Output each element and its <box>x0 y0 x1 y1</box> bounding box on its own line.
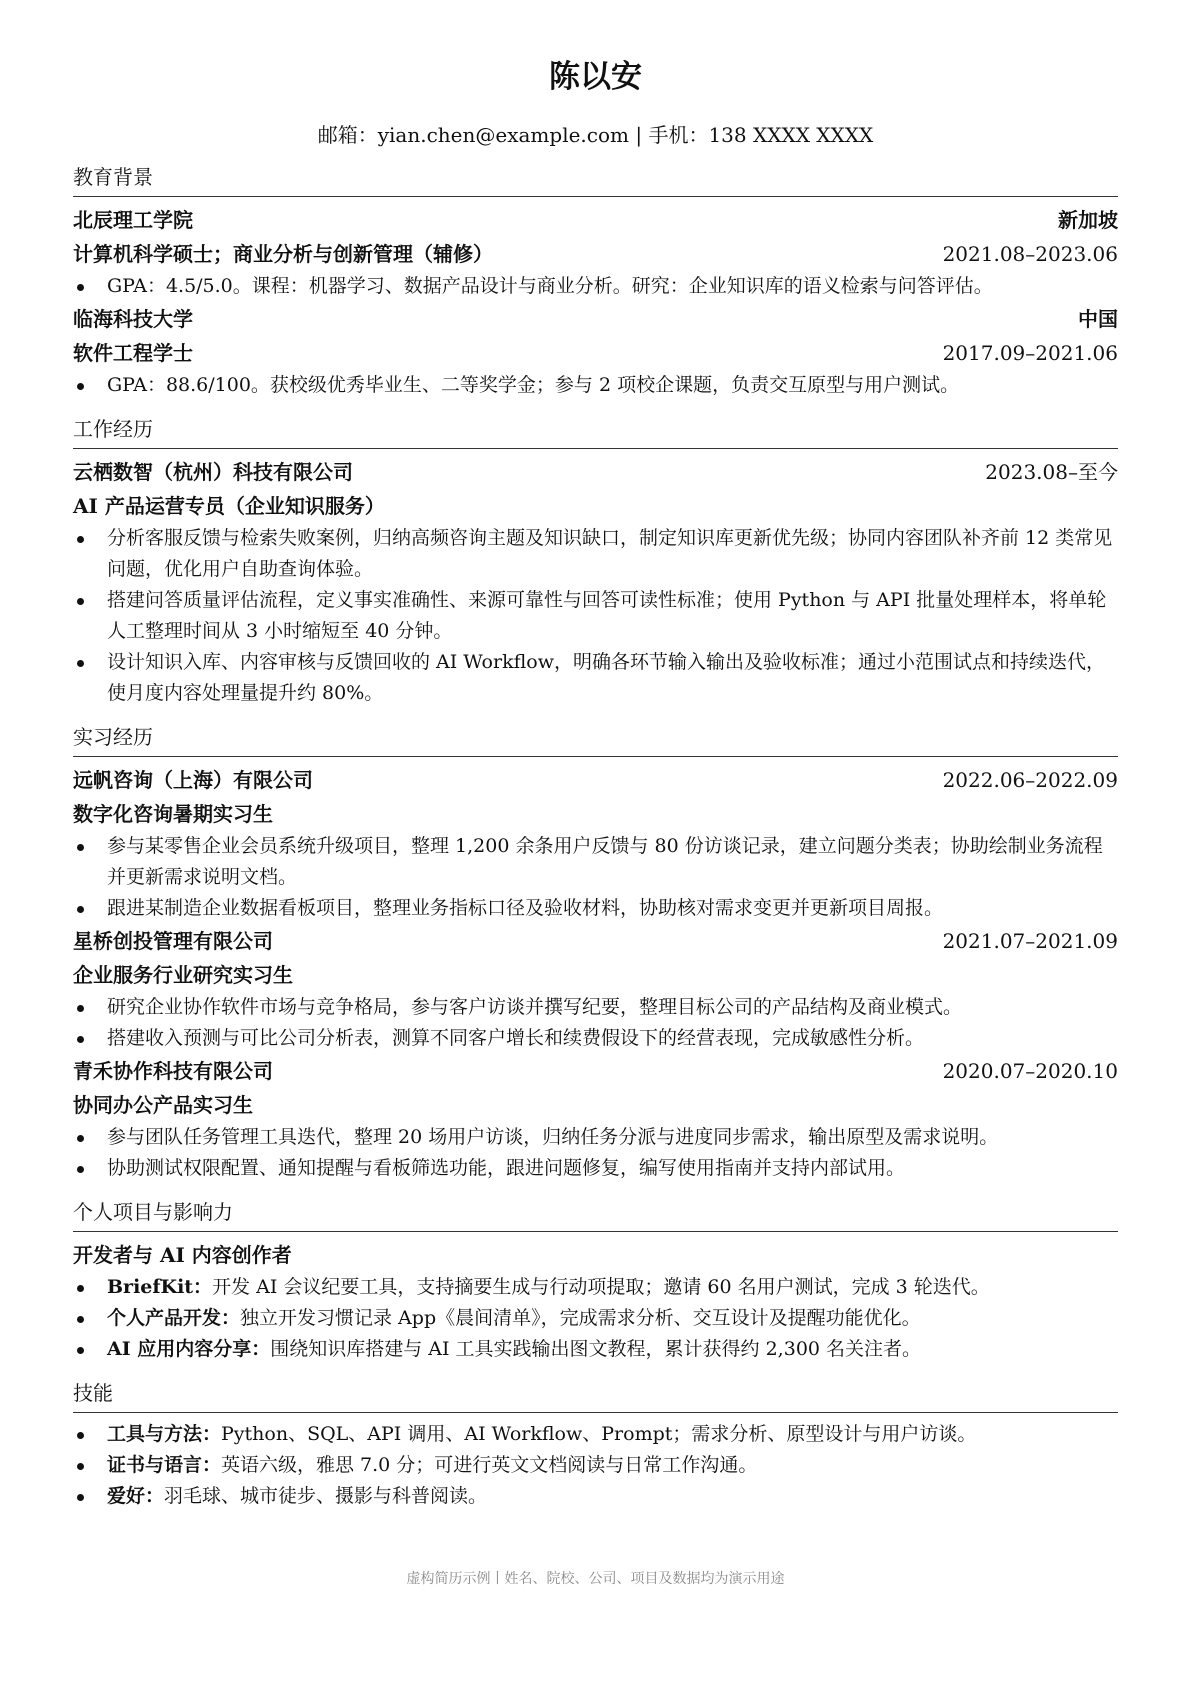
degree-row <box>73 336 1118 370</box>
list-item: 协助测试权限配置、通知提醒与看板筛选功能，跟进问题修复，编写使用指南并支持内部试用。 <box>73 1153 1118 1184</box>
company-row <box>73 1054 1118 1088</box>
school-location: 新加坡 <box>1058 208 1118 232</box>
item-text: 英语六级，雅思 7.0 分；可进行英文文档阅读与日常工作沟通。 <box>221 1454 758 1476</box>
education-bullets <box>73 271 1118 302</box>
item-lead: 工具与方法： <box>107 1423 222 1445</box>
school-location: 中国 <box>1078 307 1118 331</box>
section-title-skills: 技能 <box>73 1379 1118 1413</box>
projects-subtitle: 开发者与 AI 内容创作者 <box>73 1243 292 1267</box>
school-name: 临海科技大学 <box>73 307 193 331</box>
section-title-education: 教育背景 <box>73 163 1118 197</box>
company-row <box>73 924 1118 958</box>
list-item <box>73 1303 1118 1334</box>
degree-name: 计算机科学硕士；商业分析与创新管理（辅修） <box>73 242 493 266</box>
role-title: 企业服务行业研究实习生 <box>73 963 293 987</box>
role-row <box>73 489 1118 523</box>
degree-dates: 2017.09–2021.06 <box>942 341 1118 365</box>
degree-dates: 2021.08–2023.06 <box>942 242 1118 266</box>
internship-bullets <box>73 1122 1118 1184</box>
school-row <box>73 203 1118 237</box>
work-dates: 2023.08–至今 <box>985 460 1118 484</box>
list-item: GPA：88.6/100。获校级优秀毕业生、二等奖学金；参与 2 项校企课题，负责交互原型与用户测试。 <box>73 370 1118 401</box>
item-text: 围绕知识库搭建与 AI 工具实践输出图文教程，累计获得约 2,300 名关注者。 <box>270 1338 922 1360</box>
item-lead: 个人产品开发： <box>107 1307 241 1329</box>
work-bullets <box>73 523 1118 709</box>
role-title: AI 产品运营专员（企业知识服务） <box>73 494 385 518</box>
internship-dates: 2022.06–2022.09 <box>942 768 1118 792</box>
school-name: 北辰理工学院 <box>73 208 193 232</box>
item-text: 开发 AI 会议纪要工具，支持摘要生成与行动项提取；邀请 60 名用户测试，完成 3 轮迭代。 <box>212 1276 990 1298</box>
skill-bullets <box>73 1419 1118 1512</box>
projects-section <box>73 1198 1118 1365</box>
list-item: GPA：4.5/5.0。课程：机器学习、数据产品设计与商业分析。研究：企业知识库的语义检索与问答评估。 <box>73 271 1118 302</box>
candidate-name: 陈以安 <box>549 59 642 95</box>
list-item: 跟进某制造企业数据看板项目，整理业务指标口径及验收材料，协助核对需求变更并更新项目周报。 <box>73 893 1118 924</box>
section-title-work: 工作经历 <box>73 415 1118 449</box>
education-bullets <box>73 370 1118 401</box>
role-row <box>73 1088 1118 1122</box>
degree-row <box>73 237 1118 271</box>
company-name: 云栖数智（杭州）科技有限公司 <box>73 460 353 484</box>
school-row <box>73 302 1118 336</box>
list-item <box>73 1419 1118 1450</box>
projects-subtitle-row <box>73 1238 1118 1272</box>
internship-dates: 2020.07–2020.10 <box>942 1059 1118 1083</box>
company-row <box>73 763 1118 797</box>
role-row <box>73 797 1118 831</box>
role-row <box>73 958 1118 992</box>
item-lead: AI 应用内容分享： <box>107 1338 271 1360</box>
section-title-internship: 实习经历 <box>73 723 1118 757</box>
company-name: 星桥创投管理有限公司 <box>73 929 273 953</box>
internship-bullets <box>73 831 1118 924</box>
degree-name: 软件工程学士 <box>73 341 193 365</box>
item-lead: 爱好： <box>107 1485 165 1507</box>
role-title: 数字化咨询暑期实习生 <box>73 802 273 826</box>
list-item <box>73 1272 1118 1303</box>
company-name: 青禾协作科技有限公司 <box>73 1059 273 1083</box>
list-item: 参与团队任务管理工具迭代，整理 20 场用户访谈，归纳任务分派与进度同步需求，输出原型及需求说明。 <box>73 1122 1118 1153</box>
list-item <box>73 1334 1118 1365</box>
role-title: 协同办公产品实习生 <box>73 1093 253 1117</box>
item-text: 羽毛球、城市徒步、摄影与科普阅读。 <box>164 1485 488 1507</box>
footer-note: 虚构简历示例丨姓名、院校、公司、项目及数据均为演示用途 <box>406 1571 785 1587</box>
item-text: Python、SQL、API 调用、AI Workflow、Prompt；需求分析、原型设计与用户访谈。 <box>221 1423 977 1445</box>
project-bullets <box>73 1272 1118 1365</box>
list-item: 设计知识入库、内容审核与反馈回收的 AI Workflow，明确各环节输入输出及验收标准；通过小范围试点和持续迭代，使月度内容处理量提升约 80%。 <box>73 647 1118 709</box>
skills-section <box>73 1379 1118 1512</box>
internship-section <box>73 723 1118 1184</box>
item-lead: BriefKit： <box>107 1276 213 1298</box>
list-item: 研究企业协作软件市场与竞争格局，参与客户访谈并撰写纪要，整理目标公司的产品结构及商业模式。 <box>73 992 1118 1023</box>
section-title-projects: 个人项目与影响力 <box>73 1198 1118 1232</box>
list-item: 分析客服反馈与检索失败案例，归纳高频咨询主题及知识缺口，制定知识库更新优先级；协同内容团队补齐前 12 类常见问题，优化用户自助查询体验。 <box>73 523 1118 585</box>
company-name: 远帆咨询（上海）有限公司 <box>73 768 313 792</box>
education-section <box>73 163 1118 401</box>
work-section <box>73 415 1118 709</box>
list-item: 搭建收入预测与可比公司分析表，测算不同客户增长和续费假设下的经营表现，完成敏感性分析。 <box>73 1023 1118 1054</box>
internship-bullets <box>73 992 1118 1054</box>
list-item: 参与某零售企业会员系统升级项目，整理 1,200 余条用户反馈与 80 份访谈记录，建立问题分类表；协助绘制业务流程并更新需求说明文档。 <box>73 831 1118 893</box>
internship-dates: 2021.07–2021.09 <box>942 929 1118 953</box>
list-item: 搭建问答质量评估流程，定义事实准确性、来源可靠性与回答可读性标准；使用 Python 与 API 批量处理样本，将单轮人工整理时间从 3 小时缩短至 40 分钟。 <box>73 585 1118 647</box>
list-item <box>73 1481 1118 1512</box>
list-item <box>73 1450 1118 1481</box>
contact-info: 邮箱：yian.chen@example.com | 手机：138 XXXX XXXX <box>317 123 874 147</box>
item-lead: 证书与语言： <box>107 1454 222 1476</box>
item-text: 独立开发习惯记录 App《晨间清单》，完成需求分析、交互设计及提醒功能优化。 <box>240 1307 921 1329</box>
company-row <box>73 455 1118 489</box>
